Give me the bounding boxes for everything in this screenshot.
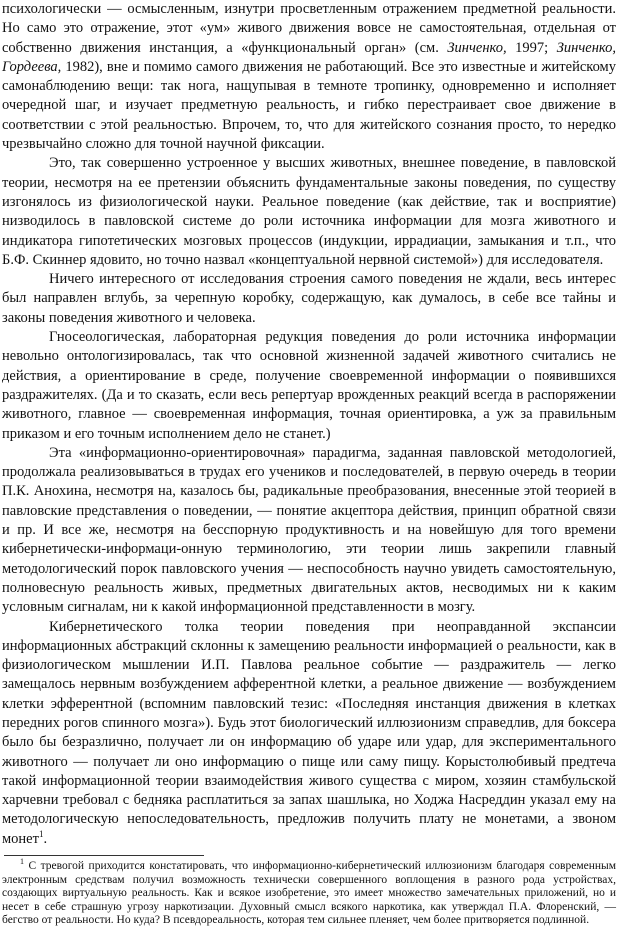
footnote-reference: 1: [38, 828, 44, 839]
footnote-text: С тревогой приходится констатировать, что информационно-кибернетический иллюзионизм благодаря современным электронным средствам получил возможность технически совершенного воплощения в разного рода устройствах, создающих виртуальную реальность. Как и всякое изобретение, это имеет множество замечательных приложений, но и несет в себе страшную угрозу наркотизации. Духовный смысл всякого наркотика, как утверждал П.А. Флоренский, — бегство от реальности. Но куда? В псевдореальность, которая тем сильнее пленяет, чем более притворяется подлинной.: [2, 860, 617, 926]
main-text: [2, 0, 616, 849]
paragraph: [2, 154, 616, 270]
text-segment: Ничего интересного от исследования строения самого поведения не ждали, весь интерес был направлен вглубь, за черепную коробку, содержащую, как думалось, в себе все тайны и законы поведения животного и человека.: [2, 271, 616, 326]
paragraph: [2, 444, 616, 618]
footnote-number: 1: [20, 857, 24, 867]
text-segment: Это, так совершенно устроенное у высших животных, внешнее поведение, в павловской теории, несмотря на ее претензии объяснить фундаментальные законы поведения, по существу изгонялось из физиологической науки. Реальное поведение (как действие, так и восприятие) низводилось в павловской системе до роли источника информации для мозга животного и индикатора гипотетических мозговых процессов (индукции, иррадиации, замыкания и т.п., что Б.Ф. Скиннер ядовито, но точно назвал «концептуальной нервной системой») для исследователя.: [2, 155, 616, 268]
text-segment: 1982), вне и помимо самого движения не работающий. Все это известные и житейскому самонаблюдению вещи: так нога, нащупывая в темноте тропинку, одновременно и исполняет очередной шаг, и изучает предметную реальность, и гибко перестраивает свое движение в соответствии с этой реальностью. Впрочем, то, что для житейского сознания просто, то нередко чрезвычайно сложно для точной научной фиксации.: [2, 58, 616, 153]
paragraph: [2, 0, 616, 154]
text-segment: Эта «информационно-ориентировочная» парадигма, заданная павловской методологией, продолжала реализовываться в трудах его учеников и последователей, в первую очередь в теории П.К. Анохина, несмотря на, казалось бы, радикальные преобразования, внесенные этой теорией в павловские представления о поведении, — понятие акцептора действия, принцип обратной связи и пр. И все же, несмотря на бесспорную продуктивность и на новейшую для того времени кибернетически-информаци-онную терминологию, эти теории лишь закрепили главный методологический порок павловского учения — неспособность научно увидеть самостоятельную, полновесную реальность живых, предметных двигательных актов, несводимых ни к каким условным сигналам, ни к какой информационной представленности в мозгу.: [2, 444, 616, 616]
text-segment: Кибернетического толка теории поведения при неоправданной экспансии информационных абстракций склонны к замещению реальности информацией о реальности, как в физиологическом мышлении И.П. Павлова реальное событие — раздражитель — легко замещалось нервным возбуждением афферентной клетки, а реальное движение — возбуждением клетки эфферентной (вспомним павловский тезис: «Последняя инстанция движения в клетках передних рогов спинного мозга»). Будь этот биологический иллюзионизм справедлив, для боксера было бы безразлично, получает ли он информацию об ударе или удар, для экспериментального животного — получает ли оно информацию о пище или саму пищу. Корыстолюбивый предтеча такой информационной теории взаимодействия живого существа с миром, хозяин стамбульской харчевни требовал с бедняка расплатиться за запах шашлыка, но Ходжа Насреддин указал ему на методологическую непоследовательность, предложив получить плату не монетами, а звоном монет: [2, 618, 616, 847]
paragraph: [2, 270, 616, 328]
citation-author: Зинченко, Гордеева,: [2, 39, 617, 75]
text-segment: .: [43, 830, 48, 847]
text-segment: 1997;: [506, 39, 557, 56]
citation-author: Зинченко,: [447, 39, 507, 56]
text-segment: Гносеологическая, лабораторная редукция поведения до роли источника информации невольно онтологизировалась, так что основной жизненной задачей животного считались не действия, а ориентирование в среде, получение своевременной информации о появившихся раздражителях. (Да и то сказать, если весь репертуар врожденных реакций всегда в распоряжении животного, главное — своевременная информация, точная ориентировка, а уж за правильным приказом и его точным исполнением дело не станет.): [2, 329, 616, 442]
paragraph: [2, 618, 616, 850]
footnote-separator: [4, 855, 204, 856]
paragraph: [2, 328, 616, 444]
text-segment: психологически — осмысленным, изнутри просветленным отражением предметной реальности. Но само это отражение, этот «ум» живого движения вовсе не самостоятельная, отдельная от собственно движения инстанция, а «функциональный орган» (см.: [2, 1, 616, 56]
footnote-paragraph: [2, 857, 617, 928]
footnote: [2, 857, 617, 928]
